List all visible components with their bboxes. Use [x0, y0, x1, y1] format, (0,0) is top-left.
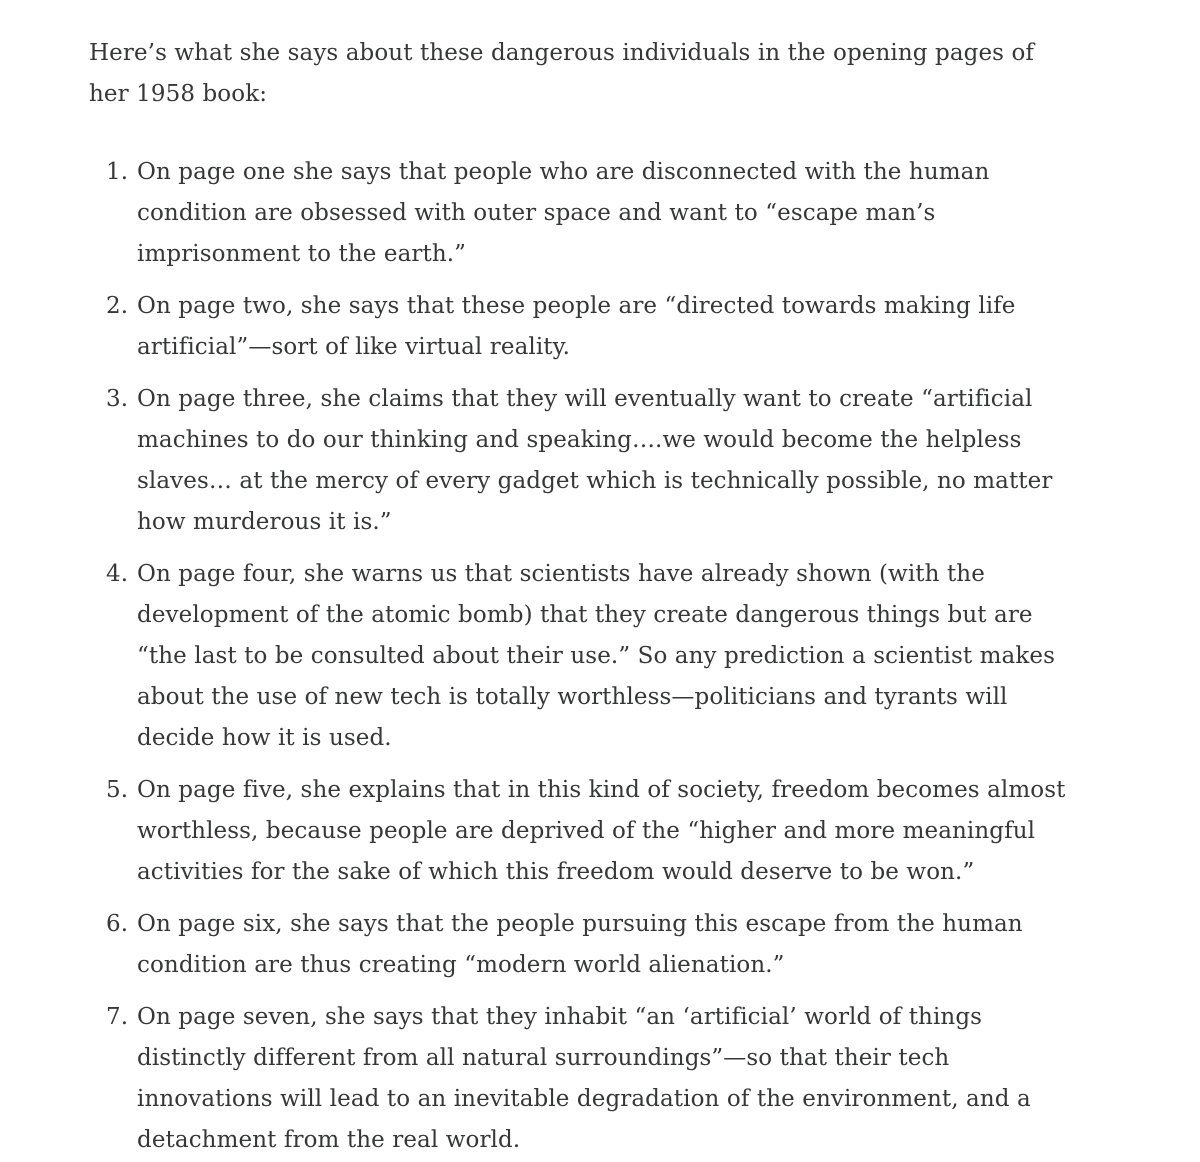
list-item-number: 7.	[106, 1004, 129, 1030]
list-item-number: 4.	[106, 561, 129, 587]
list-item	[0, 770, 1077, 893]
list-item	[0, 554, 1077, 759]
list-item-number: 1.	[106, 159, 129, 185]
list-item-text: On page six, she says that the people pursuing this escape from the human condition are thus creating “modern world alienation.”	[137, 911, 1023, 978]
list-item-text: On page five, she explains that in this kind of society, freedom becomes almost worthless, because people are deprived of the “higher and more meaningful activities for the sake of which this freedom would deserve to be won.”	[137, 777, 1066, 885]
list-item-text: On page two, she says that these people are “directed towards making life artificial”—sort of like virtual reality.	[137, 293, 1016, 360]
list-item-text: On page four, she warns us that scientists have already shown (with the development of the atomic bomb) that they create dangerous things but are “the last to be consulted about their use.” So any prediction a scientist makes about the use of new tech is totally worthless—politicians and tyrants will decide how it is used.	[137, 561, 1056, 751]
list-item	[0, 997, 1077, 1161]
list-item-number: 6.	[106, 911, 129, 937]
list-item	[0, 379, 1077, 543]
list-item	[0, 286, 1077, 368]
list-item-text: On page one she says that people who are disconnected with the human condition are obsessed with outer space and want to “escape man’s imprisonment to the earth.”	[137, 159, 990, 267]
list-item-text: On page seven, she says that they inhabit “an ‘artificial’ world of things distinctly different from all natural surroundings”—so that their tech innovations will lead to an inevitable degradation of the environment, and a detachment from the real world.	[137, 1004, 1031, 1153]
list-item-number: 5.	[106, 777, 129, 803]
list-item-number: 3.	[106, 386, 129, 412]
intro-paragraph: Here’s what she says about these dangerous individuals in the opening pages of her 1958 book:	[89, 40, 1035, 107]
numbered-list	[0, 152, 1200, 1161]
list-item-number: 2.	[106, 293, 129, 319]
list-item-text: On page three, she claims that they will eventually want to create “artificial machines to do our thinking and speaking….we would become the helpless slaves… at the mercy of every gadget which is technically possible, no matter how murderous it is.”	[137, 386, 1053, 535]
list-item	[0, 152, 1077, 275]
list-item	[0, 904, 1077, 986]
